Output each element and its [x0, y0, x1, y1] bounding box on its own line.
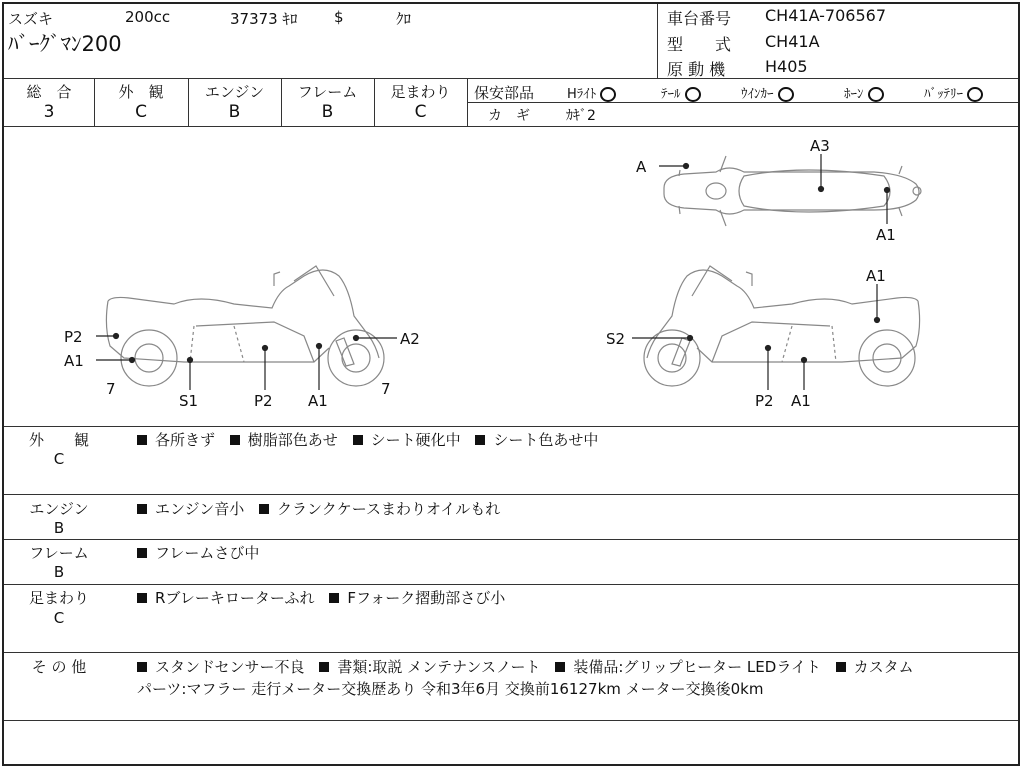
note-section-frame: フレーム	[29, 544, 89, 562]
divider	[4, 720, 1018, 721]
grade-label-exterior: 外 観	[118, 83, 164, 101]
label-right-s2: S2	[606, 330, 626, 348]
bullet-icon	[259, 504, 269, 514]
safety-label: 保安部品	[474, 84, 535, 102]
label-left-a1-a: A1	[64, 352, 84, 370]
note-items-engine: エンジン音小 クランクケースまわりオイルもれ	[137, 498, 510, 519]
ok-mark-icon	[685, 87, 701, 102]
label-left-p2-b: P2	[254, 392, 273, 410]
label-right-p2: P2	[755, 392, 774, 410]
note-items-suspension: Rブレーキローターふれ Fフォーク摺動部さび小	[137, 587, 515, 608]
bullet-icon	[137, 504, 147, 514]
note-items-exterior: 各所きず 樹脂部色あせ シート硬化中 シート色あせ中	[137, 429, 608, 450]
note-grade-suspension: C	[53, 609, 65, 627]
grade-label-frame: フレーム	[297, 83, 358, 101]
grade-label-suspension: 足まわり	[390, 83, 451, 101]
scooter-top-view	[664, 156, 921, 226]
bullet-icon	[475, 435, 485, 445]
bullet-icon	[230, 435, 240, 445]
label-left-s1: S1	[179, 392, 199, 410]
maker: スズキ	[8, 10, 54, 28]
key-value: ｶｷﾞ2	[566, 108, 596, 124]
engine-label: 原 動 機	[667, 60, 726, 79]
label-top-a3: A3	[810, 137, 830, 155]
label-right-a1-top: A1	[866, 267, 886, 285]
grade-value-engine: B	[228, 102, 241, 122]
scooter-left-view	[106, 266, 384, 386]
grade-label-overall: 総 合	[26, 83, 72, 101]
grade-value-exterior: C	[135, 102, 147, 122]
ok-mark-icon	[868, 87, 884, 102]
bullet-icon	[137, 593, 147, 603]
note-grade-engine: B	[53, 519, 65, 537]
label-top-a1: A1	[876, 226, 896, 244]
label-top-a: A	[636, 158, 647, 176]
grade-value-suspension: C	[414, 102, 427, 122]
currency-mark: $	[334, 8, 344, 26]
color: ｸﾛ	[396, 10, 412, 28]
divider	[4, 426, 1018, 427]
note-section-exterior: 外 観	[28, 431, 89, 449]
label-left-a1-b: A1	[308, 392, 328, 410]
safety-winker: ｳｲﾝｶｰ	[741, 83, 794, 102]
note-grade-frame: B	[53, 563, 65, 581]
mileage: 37373 ｷﾛ	[230, 10, 298, 28]
ok-mark-icon	[778, 87, 794, 102]
bullet-icon	[319, 662, 329, 672]
safety-battery: ﾊﾞｯﾃﾘｰ	[924, 83, 983, 102]
divider	[4, 494, 1018, 495]
safety-headlight: Hﾗｲﾄ	[567, 83, 616, 102]
note-items-frame: フレームさび中	[137, 542, 269, 563]
bullet-icon	[329, 593, 339, 603]
frame-no-label: 車台番号	[667, 9, 732, 28]
bullet-icon	[555, 662, 565, 672]
divider	[4, 584, 1018, 585]
ok-mark-icon	[967, 87, 983, 102]
safety-horn: ﾎｰﾝ	[844, 83, 884, 102]
divider	[657, 4, 658, 78]
displacement: 200cc	[125, 8, 171, 26]
type-value: CH41A	[765, 32, 820, 51]
label-left-a2: A2	[400, 330, 420, 348]
grade-value-frame: B	[321, 102, 334, 122]
type-label: 型 式	[667, 35, 732, 54]
note-section-suspension: 足まわり	[28, 589, 89, 607]
bullet-icon	[137, 548, 147, 558]
ok-mark-icon	[600, 87, 616, 102]
inspection-sheet	[2, 2, 1020, 766]
bullet-icon	[137, 435, 147, 445]
divider	[4, 539, 1018, 540]
note-section-other: そ の 他	[31, 658, 87, 676]
key-label: カ ギ	[488, 108, 530, 124]
label-left-p2-a: P2	[64, 328, 83, 346]
note-section-engine: エンジン	[29, 500, 89, 518]
frame-no: CH41A-706567	[765, 6, 887, 25]
bullet-icon	[137, 662, 147, 672]
label-right-a1: A1	[791, 392, 811, 410]
label-left-7-a: 7	[106, 380, 116, 398]
divider	[4, 652, 1018, 653]
label-left-7-b: 7	[381, 380, 391, 398]
damage-diagram	[4, 126, 1018, 426]
divider	[4, 78, 1018, 79]
divider	[467, 102, 1018, 103]
grade-value-overall: 3	[43, 102, 55, 122]
safety-tail: ﾃｰﾙ	[661, 83, 701, 102]
note-items-other: スタンドセンサー不良 書類:取説 メンテナンスノート 装備品:グリップヒーター LEDライト カスタム	[137, 656, 914, 677]
bullet-icon	[353, 435, 363, 445]
note-grade-exterior: C	[53, 450, 65, 468]
bullet-icon	[836, 662, 846, 672]
engine-value: H405	[765, 57, 808, 76]
grade-label-engine: エンジン	[204, 83, 265, 101]
note-other-continuation: パーツ:マフラー 走行メーター交換歴あり 令和3年6月 交換前16127km メーター交換後0km	[137, 680, 764, 698]
model-name: ﾊﾞｰｸﾞﾏﾝ200	[8, 32, 122, 56]
